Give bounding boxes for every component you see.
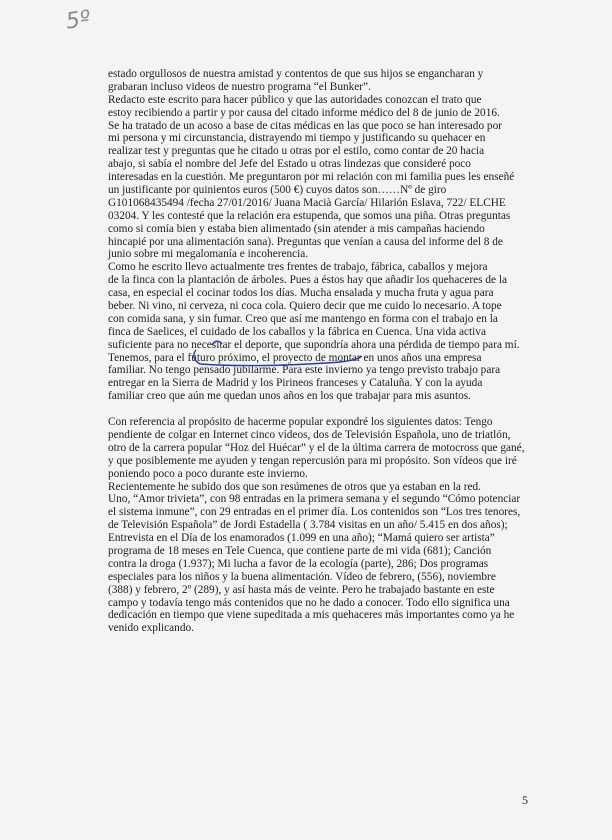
text-line: 03204. Y les contesté que la relación era estupenda, que somos una piña. Otras preguntas	[108, 209, 511, 222]
body-text	[108, 68, 525, 635]
text-line: Recientemente he subido dos que son resúmenes de otros que ya estaban en la red.	[108, 480, 481, 493]
text-line: Se ha tratado de un acoso a base de citas médicas en las que poco se han interesado por	[108, 119, 502, 132]
text-line: (388) y febrero, 2º (289), y así hasta más de veinte. Pero he trabajado bastante en este	[108, 583, 495, 596]
text-line: estado orgullosos de nuestra amistad y contentos de que sus hijos se engancharan y	[108, 68, 484, 80]
text-line: finca de Saelices, el cuidado de los caballos y la fábrica en Cuenca. Una vida activa	[108, 325, 486, 338]
text-line: G101068435494 /fecha 27/01/2016/ Juana Macià García/ Hilarión Eslava, 722/ ELCHE	[108, 196, 506, 209]
text-line: venido explicando.	[108, 622, 194, 635]
text-line: junio sobre mi megalomanía e incoherencia.	[108, 248, 309, 261]
text-line: y que posiblemente me ayuden y tengan repercusión para mi propósito. Son vídeos que iré	[108, 454, 517, 467]
text-line: beber. Ni vino, ni cerveza, ni coca cola. Quiero decir que me cuido lo necesario. A tope	[108, 300, 502, 313]
text-line: Con referencia al propósito de hacerme popular expondré los siguientes datos: Tengo	[108, 416, 493, 429]
text-line: especiales para los niños y la buena alimentación. Vídeo de febrero, (556), noviembre	[108, 570, 496, 583]
text-line: poniendo poco a poco durante este invierno.	[108, 467, 308, 480]
text-line: Redacto este escrito para hacer público y que las autoridades conozcan el trato que	[108, 93, 482, 106]
text-line: de Televisión Española” de Jordi Estadella ( 3.784 visitas en un año/ 5.415 en dos años);	[108, 519, 508, 532]
text-line: pendiente de colgar en Internet cinco vídeos, dos de Televisión Española, uno de triatlón,	[108, 428, 511, 441]
text-line: realizar test y preguntas que he citado u otras por el estilo, como contar de 20 hacia	[108, 145, 485, 158]
text-line: campo y todavía tengo más contenidos que no he dado a conocer. Todo ello significa una	[108, 596, 510, 609]
text-line: mi persona y mi circunstancia, distrayendo mi tiempo y justificando su quehacer en	[108, 132, 486, 145]
text-line: grabaran incluso videos de nuestro programa “el Bunker”.	[108, 80, 371, 93]
text-line: el sistema inmune”, con 29 entradas en el primer día. Los contenidos son “Los tres tenores,	[108, 506, 521, 519]
paragraph-gap	[108, 403, 518, 416]
text-line: casa, en especial el cocinar todos los días. Mucha ensalada y mucha fruta y agua para	[108, 287, 494, 300]
text-line: un justificante por quinientos euros (500 €) cuyos datos son……Nº de giro	[108, 184, 447, 197]
text-line: Como he escrito llevo actualmente tres frentes de trabajo, fábrica, caballos y mejora	[108, 261, 488, 274]
text-line: familiar creo que aún me quedan unos años en los que trabajar para mis asuntos.	[108, 390, 471, 403]
text-line: estoy recibiendo a partir y por causa del citado informe médico del 8 de junio de 2016.	[108, 106, 500, 119]
text-line: Tenemos, para el futuro próximo, el proyecto de montar en unos años una empresa	[108, 351, 482, 364]
text-line: suficiente para no necesitar el deporte, que supondría ahora una pérdida de tiempo para mí.	[108, 338, 520, 351]
text-line: familiar. No tengo pensado jubilarme. Para este invierno ya tengo previsto trabajo para	[108, 364, 501, 377]
text-line: contra la droga (1.937); Mi lucha a favor de la ecología (parte), 286; Dos programas	[108, 557, 489, 570]
text-line: de la finca con la plantación de árboles. Pues a éstos hay que añadir los quehaceres de la	[108, 274, 507, 287]
text-line: hincapié por una alimentación sana). Preguntas que venían a causa del informe del 8 de	[108, 235, 503, 248]
text-line: entregar en la Sierra de Madrid y los Pirineos franceses y Cataluña. Y con la ayuda	[108, 377, 483, 390]
text-line: interesadas en la cuestión. Me preguntaron por mi relación con mi familia pues les enseñé	[108, 171, 515, 184]
handwritten-page-mark: 5º	[64, 6, 92, 35]
text-line: programa de 18 meses en Tele Cuenca, que contiene parte de mi vida (681); Canción	[108, 544, 492, 557]
text-line: otro de la carrera popular “Hoz del Huécar” y el de la última carrera de motocross que gané,	[108, 441, 525, 454]
text-line: como si comía bien y estaba bien alimentado (sin atender a mis campañas haciendo	[108, 222, 485, 235]
text-line: abajo, si sabía el nombre del Jefe del Estado u otras lindezas que consideré poco	[108, 158, 471, 171]
page-number: 5	[522, 793, 528, 807]
text-line: dedicación en tiempo que viene supeditada a mis quehaceres más importantes como ya he	[108, 609, 515, 622]
text-line: Entrevista en el Día de los enamorados (1.099 en una año); “Mamá quiero ser artista”	[108, 532, 495, 545]
text-line: con comida sana, y sin fumar. Creo que así me mantengo en forma con el trabajo en la	[108, 312, 498, 325]
text-line: Uno, “Amor trivieta”, con 98 entradas en la primera semana y el segundo “Cómo potenciar	[108, 493, 521, 506]
